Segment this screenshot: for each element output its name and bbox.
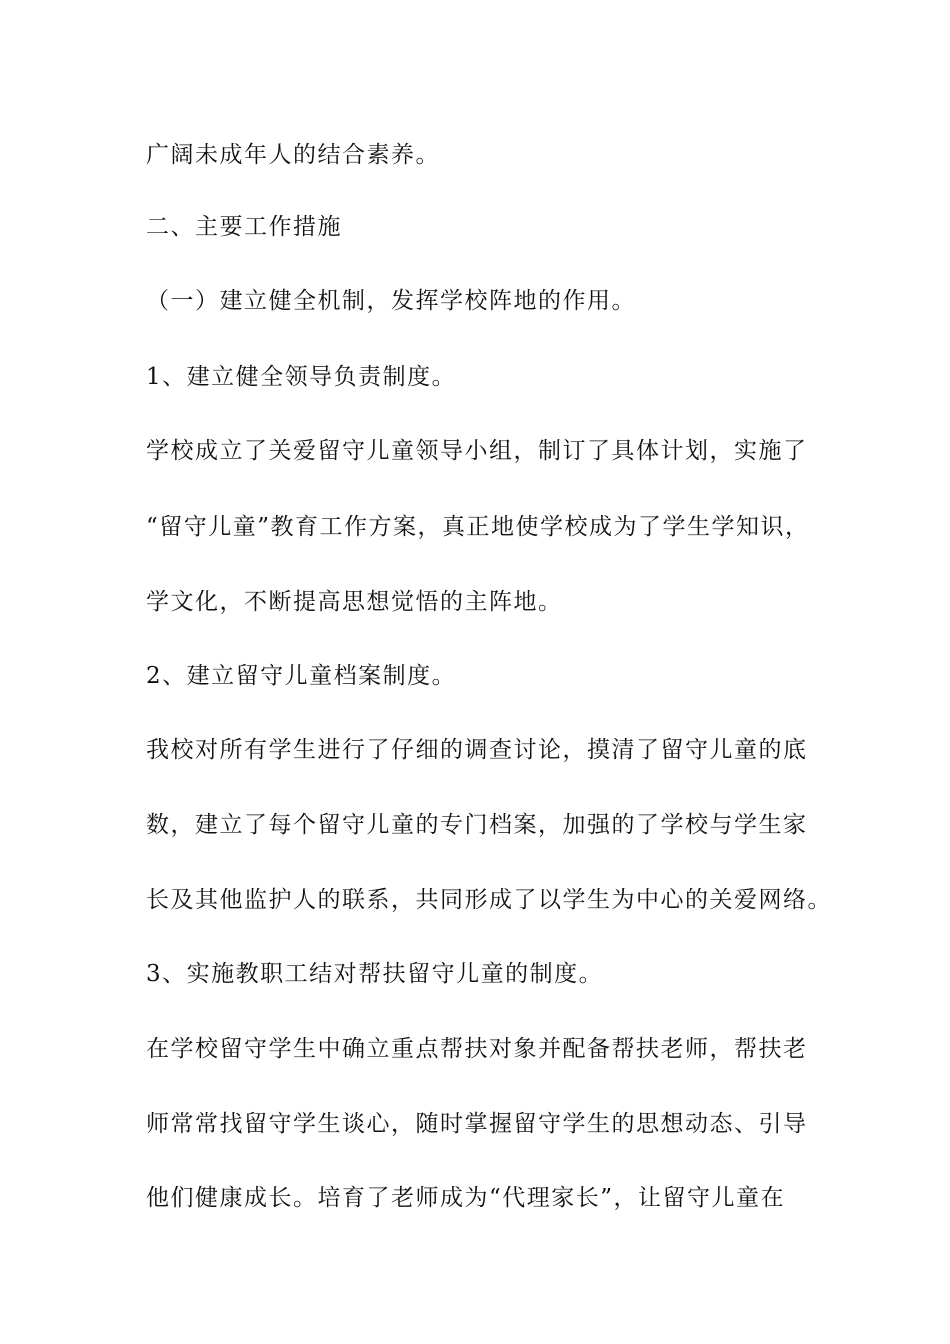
item-heading: 1、建立健全领导负责制度。 — [146, 364, 457, 390]
text-line: 在学校留守学生中确立重点帮扶对象并配备帮扶老师，帮扶老 — [146, 1036, 808, 1062]
text-line: 数，建立了每个留守儿童的专门档案，加强的了学校与学生家 — [146, 812, 808, 838]
text-line: 学文化，不断提高思想觉悟的主阵地。 — [146, 589, 563, 615]
text-line: 长及其他监护人的联系，共同形成了以学生为中心的关爱网络。 — [146, 887, 832, 913]
text-line: 他们健康成长。培育了老师成为“代理家长”，让留守儿童在 — [146, 1185, 786, 1211]
item-heading: 2、建立留守儿童档案制度。 — [146, 663, 457, 689]
text-line: 我校对所有学生进行了仔细的调查讨论，摸清了留守儿童的底 — [146, 737, 808, 763]
text-line: 师常常找留守学生谈心，随时掌握留守学生的思想动态、引导 — [146, 1111, 808, 1137]
text-line: 学校成立了关爱留守儿童领导小组，制订了具体计划，实施了 — [146, 438, 808, 464]
text-line: “留守儿童”教育工作方案，真正地使学校成为了学生学知识， — [146, 514, 810, 540]
text-line: 广阔未成年人的结合素养。 — [146, 142, 440, 168]
section-heading: 二、主要工作措施 — [146, 214, 342, 240]
item-heading: 3、实施教职工结对帮扶留守儿童的制度。 — [146, 961, 604, 987]
subsection-heading: （一）建立健全机制，发挥学校阵地的作用。 — [146, 288, 636, 314]
